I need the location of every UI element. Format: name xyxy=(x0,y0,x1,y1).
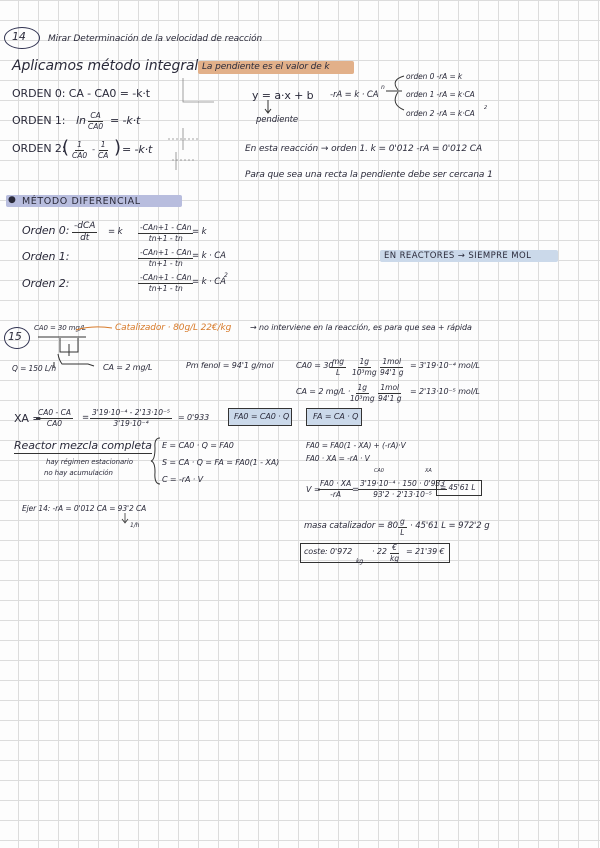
fa-box-text: FA = CA · Q xyxy=(313,412,359,421)
reactor-note-1: hay régimen estacionario xyxy=(46,458,133,466)
order-0-equation: ORDEN 0: CA - CA0 = -k·t xyxy=(12,87,150,100)
reactor-note: EN REACTORES → SIEMPRE MOL xyxy=(384,251,532,261)
catalyst-note: → no interviene en la reacción, es para que sea + rápida xyxy=(250,323,472,332)
conversion-frac-1 xyxy=(36,409,73,427)
reactor-underline xyxy=(14,453,152,454)
order-1-den: CA0 xyxy=(88,121,104,131)
conversion-frac-2-den: 3'19·10⁻⁴ xyxy=(113,418,149,428)
exercise-15-number: 15 xyxy=(8,330,22,343)
branch-order-2: orden 2 -rA = k·CA xyxy=(406,109,475,118)
order-1-label: ORDEN 1: xyxy=(12,114,66,127)
cost-kg: kg xyxy=(356,558,364,565)
order-1-num: CA xyxy=(90,111,101,120)
ca0-frac-3 xyxy=(380,358,404,376)
conversion-frac-1-num: CA0 - CA xyxy=(38,408,71,417)
integral-method-heading: Aplicamos método integral xyxy=(12,58,199,74)
reactor-heading: Reactor mezcla completa xyxy=(14,439,152,452)
volume-frac-2 xyxy=(358,480,447,498)
volume-frac-2-den: 93'2 · 2'13·10⁻⁵ xyxy=(373,489,432,499)
cost-label: coste: 0'972 xyxy=(304,547,353,556)
cost-frac xyxy=(390,544,399,562)
diff-order-1-label: Orden 1: xyxy=(22,250,70,263)
ca-frac-1-den: 10³mg xyxy=(350,393,375,403)
conversion-frac-2-num: 3'19·10⁻⁴ - 2'13·10⁻⁵ xyxy=(92,408,171,417)
ca-output-label: CA = 2 mg/L xyxy=(103,363,153,372)
diff-order-1-rhs: = k · CA xyxy=(192,251,226,261)
differential-heading: MÉTODO DIFERENCIAL xyxy=(22,196,141,207)
order-2-minus: - xyxy=(92,145,95,155)
branch-order-0: orden 0 -rA = k xyxy=(406,72,463,81)
order-1-rhs: = -k·t xyxy=(110,114,141,127)
volume-frac-1-den: -rA xyxy=(330,489,342,499)
flow-rate-label: Q = 150 L/h xyxy=(12,364,57,373)
volume-frac-1-num: FA0 · XA xyxy=(320,479,352,488)
order-2-label: ORDEN 2: xyxy=(12,142,66,155)
catalyst-mass-frac-den: L xyxy=(400,527,405,537)
order-2-paren-close: ) xyxy=(114,137,121,158)
slope-note: Para que sea una recta la pendiente debe ser cercana 1 xyxy=(245,170,493,180)
diff-order-1-quotient xyxy=(138,249,193,267)
ca0-frac-2-num: 1g xyxy=(359,357,370,366)
slope-highlight-text: La pendiente es el valor de k xyxy=(202,62,330,72)
order-2-paren-open: ( xyxy=(62,137,69,158)
order-1-fraction xyxy=(88,112,103,130)
diff-order-0-label: Orden 0: xyxy=(22,224,70,237)
diff-order-2-exp: 2 xyxy=(224,272,228,279)
molar-mass: Pm fenol = 94'1 g/mol xyxy=(186,361,274,370)
pendiente-label: pendiente xyxy=(256,115,299,125)
ca-result: = 2'13·10⁻⁵ mol/L xyxy=(410,387,480,396)
ca0-calc-label: CA0 = 30 xyxy=(296,361,334,370)
conversion-label: XA = xyxy=(14,412,42,425)
volume-frac-2-num: 3'19·10⁻⁴ · 150 · 0'933 xyxy=(360,479,446,488)
diff-order-0-rhs: = k xyxy=(192,227,207,237)
volume-top-xa: XA xyxy=(425,468,432,474)
rate-law: -rA = k · CA xyxy=(330,90,379,100)
cost-frac-num: € xyxy=(392,543,397,552)
system-entrada: E = CA0 · Q = FA0 xyxy=(162,441,234,450)
order-result: En esta reacción → orden 1. k = 0'012 -rA = 0'012 CA xyxy=(245,144,483,154)
conversion-result: = 0'933 xyxy=(178,413,210,422)
balance-2: FA0 · XA = -rA · V xyxy=(306,454,370,463)
ca-frac-2-num: 1mol xyxy=(380,383,400,392)
diff-quotient-num-1: -CAn+1 - CAn xyxy=(140,248,192,257)
ca-frac-1-num: 1g xyxy=(357,383,368,392)
ca0-input-label: CA0 = 30 mg/L xyxy=(34,324,86,332)
catalyst-mass-result: · 45'61 L = 972'2 g xyxy=(410,521,490,531)
diff-quotient-den-1: tn+1 - tn xyxy=(148,258,183,268)
ca0-frac-3-den: 94'1 g xyxy=(380,367,404,377)
ca-frac-2 xyxy=(378,384,402,402)
ejer-14-unit: 1/h xyxy=(130,522,140,529)
line-equation: y = a·x + b xyxy=(252,89,314,102)
branch-order-2-exp: 2 xyxy=(484,105,488,111)
order-2-fraction-2 xyxy=(98,141,108,159)
catalyst-label: Catalizador · 80g/L 22€/kg xyxy=(115,323,232,333)
order-2-f1-num: 1 xyxy=(77,140,82,149)
diff-order-2-quotient xyxy=(138,274,193,292)
ca0-frac-1 xyxy=(330,358,346,376)
ca0-frac-3-num: 1mol xyxy=(382,357,402,366)
cost-frac-den: kg xyxy=(390,553,400,563)
ca-calc-label: CA = 2 mg/L · xyxy=(296,387,351,396)
diff-quotient-den-0: tn+1 - tn xyxy=(148,233,183,243)
order-2-f1-den: CA0 xyxy=(72,150,88,160)
rate-law-exp: n xyxy=(381,84,385,91)
ca0-result: = 3'19·10⁻⁴ mol/L xyxy=(410,361,480,370)
ca0-frac-2 xyxy=(352,358,377,376)
diff-order-2-label: Orden 2: xyxy=(22,277,70,290)
system-consumo: C = -rA · V xyxy=(162,475,204,484)
conversion-frac-2 xyxy=(90,409,172,427)
volume-label: V = xyxy=(306,485,321,494)
diff-order-0-quotient xyxy=(138,224,193,242)
volume-top-ca0: CA0 xyxy=(374,468,384,474)
system-salida: S = CA · Q = FA = FA0(1 - XA) xyxy=(162,458,280,467)
order-2-f2-den: CA xyxy=(98,150,109,160)
ca-frac-1 xyxy=(350,384,375,402)
branch-order-1: orden 1 -rA = k·CA xyxy=(406,90,475,99)
diff-order-0-num: -dCA xyxy=(74,221,96,231)
volume-equals: = xyxy=(352,485,360,495)
ca0-frac-1-den: L xyxy=(335,367,341,377)
diff-quotient-num-0: -CAn+1 - CAn xyxy=(140,223,192,232)
diff-order-0-mid: = k xyxy=(108,227,123,237)
cost-result: = 21'39 € xyxy=(406,547,445,556)
cost-mid: · 22 xyxy=(372,547,387,556)
ca0-frac-2-den: 10³mg xyxy=(352,367,377,377)
catalyst-mass-frac xyxy=(398,518,407,536)
reactor-note-2: no hay acumulación xyxy=(44,469,113,477)
volume-frac-1 xyxy=(318,480,353,498)
order-2-rhs: = -k·t xyxy=(122,143,153,156)
conversion-frac-1-den: CA0 xyxy=(46,418,63,428)
conversion-equals: = xyxy=(82,413,90,423)
balance-1: FA0 = FA0(1 - XA) + (-rA)·V xyxy=(306,441,406,450)
volume-result: = 45'61 L xyxy=(440,483,476,492)
diff-order-0-den: dt xyxy=(80,233,90,243)
catalyst-mass-frac-num: g xyxy=(400,517,405,526)
catalyst-mass-label: masa catalizador = 80 xyxy=(304,521,398,531)
ca0-frac-1-num: mg xyxy=(332,357,345,366)
exercise-14-number: 14 xyxy=(12,30,26,43)
ca-frac-2-den: 94'1 g xyxy=(378,393,402,403)
order-2-f2-num: 1 xyxy=(100,140,106,149)
exercise-14-title: Mirar Determinación de la velocidad de reacción xyxy=(48,34,263,44)
diff-quotient-num-2: -CAn+1 - CAn xyxy=(140,273,192,282)
fa0-box-text: FA0 = CA0 · Q xyxy=(234,412,290,421)
order-2-fraction-1 xyxy=(72,141,87,159)
diff-order-0-derivative xyxy=(72,222,97,243)
diff-order-2-rhs: = k · CA xyxy=(192,277,226,287)
ejer-14-reference: Ejer 14: -rA = 0'012 CA = 93'2 CA xyxy=(22,504,147,513)
differential-bullet: ● xyxy=(8,195,16,205)
order-1-ln: ln xyxy=(76,114,86,127)
diff-quotient-den-2: tn+1 - tn xyxy=(148,283,183,293)
